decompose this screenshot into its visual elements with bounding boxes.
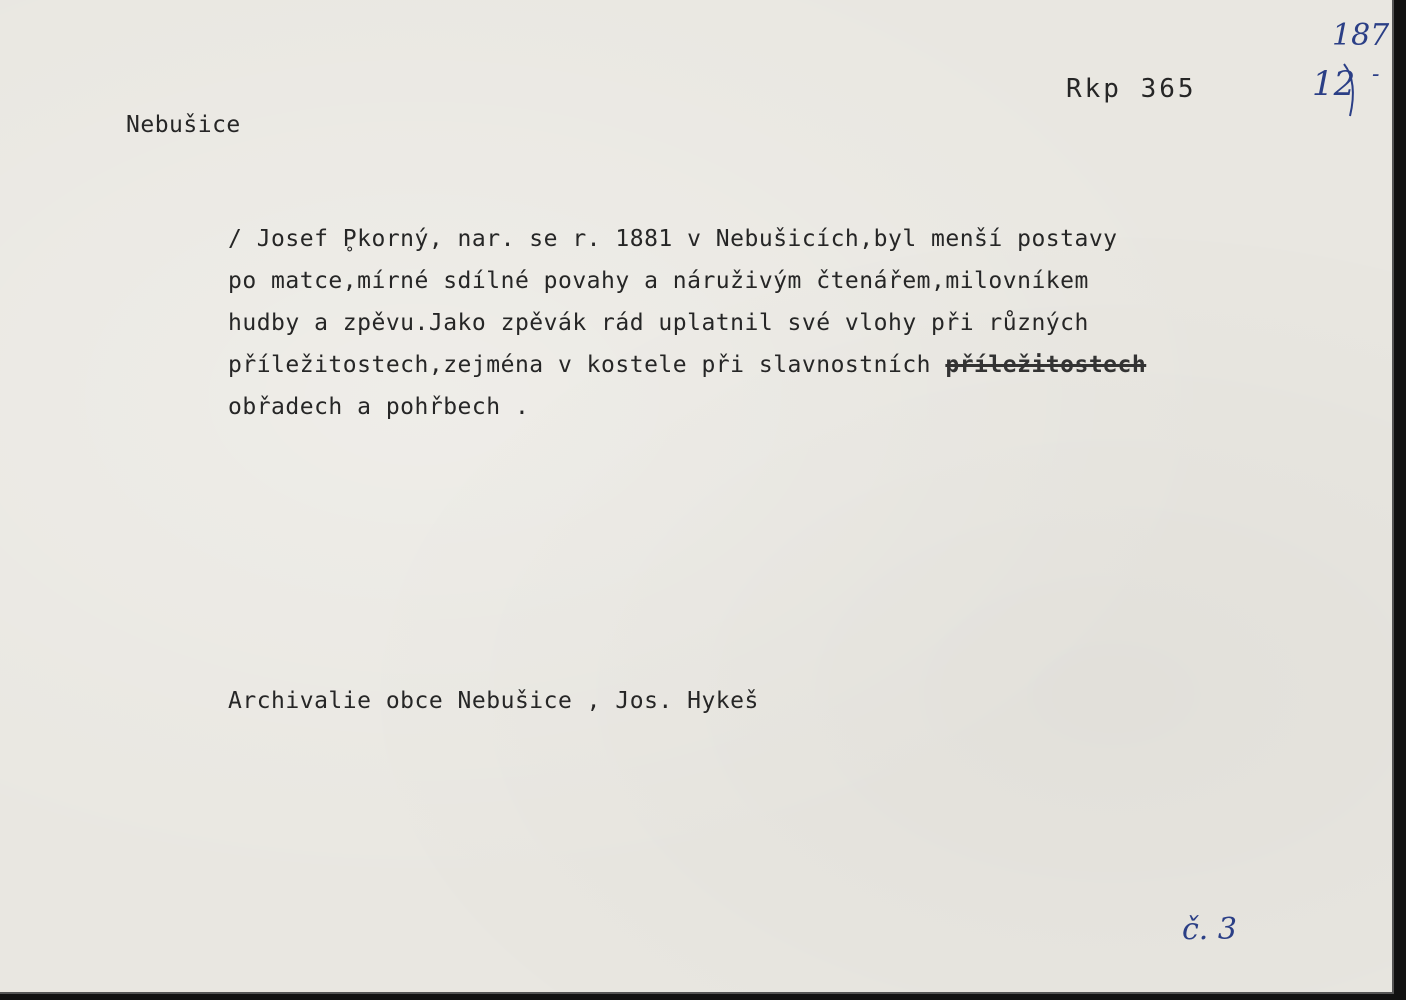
body-line-text: příležitostech,zejména v kostele při slavnostních <box>228 352 946 378</box>
handwritten-number-top: 187 <box>1332 18 1390 53</box>
source-citation: Archivalie obce Nebušice , Jos. Hykeš <box>228 688 759 714</box>
handwritten-dash: - <box>1372 62 1380 87</box>
body-line: obřadech a pohřbech . <box>228 394 530 420</box>
shelfmark: Rkp 365 <box>1066 74 1197 104</box>
body-line: po matce,mírné sdílné povahy a náruživým čtenářem,milovníkem <box>228 268 1089 294</box>
handwritten-bracket <box>1340 60 1362 120</box>
body-line <box>228 344 1146 386</box>
place-heading: Nebušice <box>126 112 241 138</box>
body-line: hudby a zpěvu.Jako zpěvák rád uplatnil své vlohy při různých <box>228 310 1089 336</box>
body-line: / Josef P̥korný, nar. se r. 1881 v Nebušicích,byl menší postavy <box>228 226 1118 252</box>
struck-out-text: příležitostech <box>945 352 1147 378</box>
handwritten-card-number: č. 3 <box>1182 912 1237 947</box>
card-body <box>228 218 1146 428</box>
handwritten-number: 12 <box>1312 64 1356 104</box>
